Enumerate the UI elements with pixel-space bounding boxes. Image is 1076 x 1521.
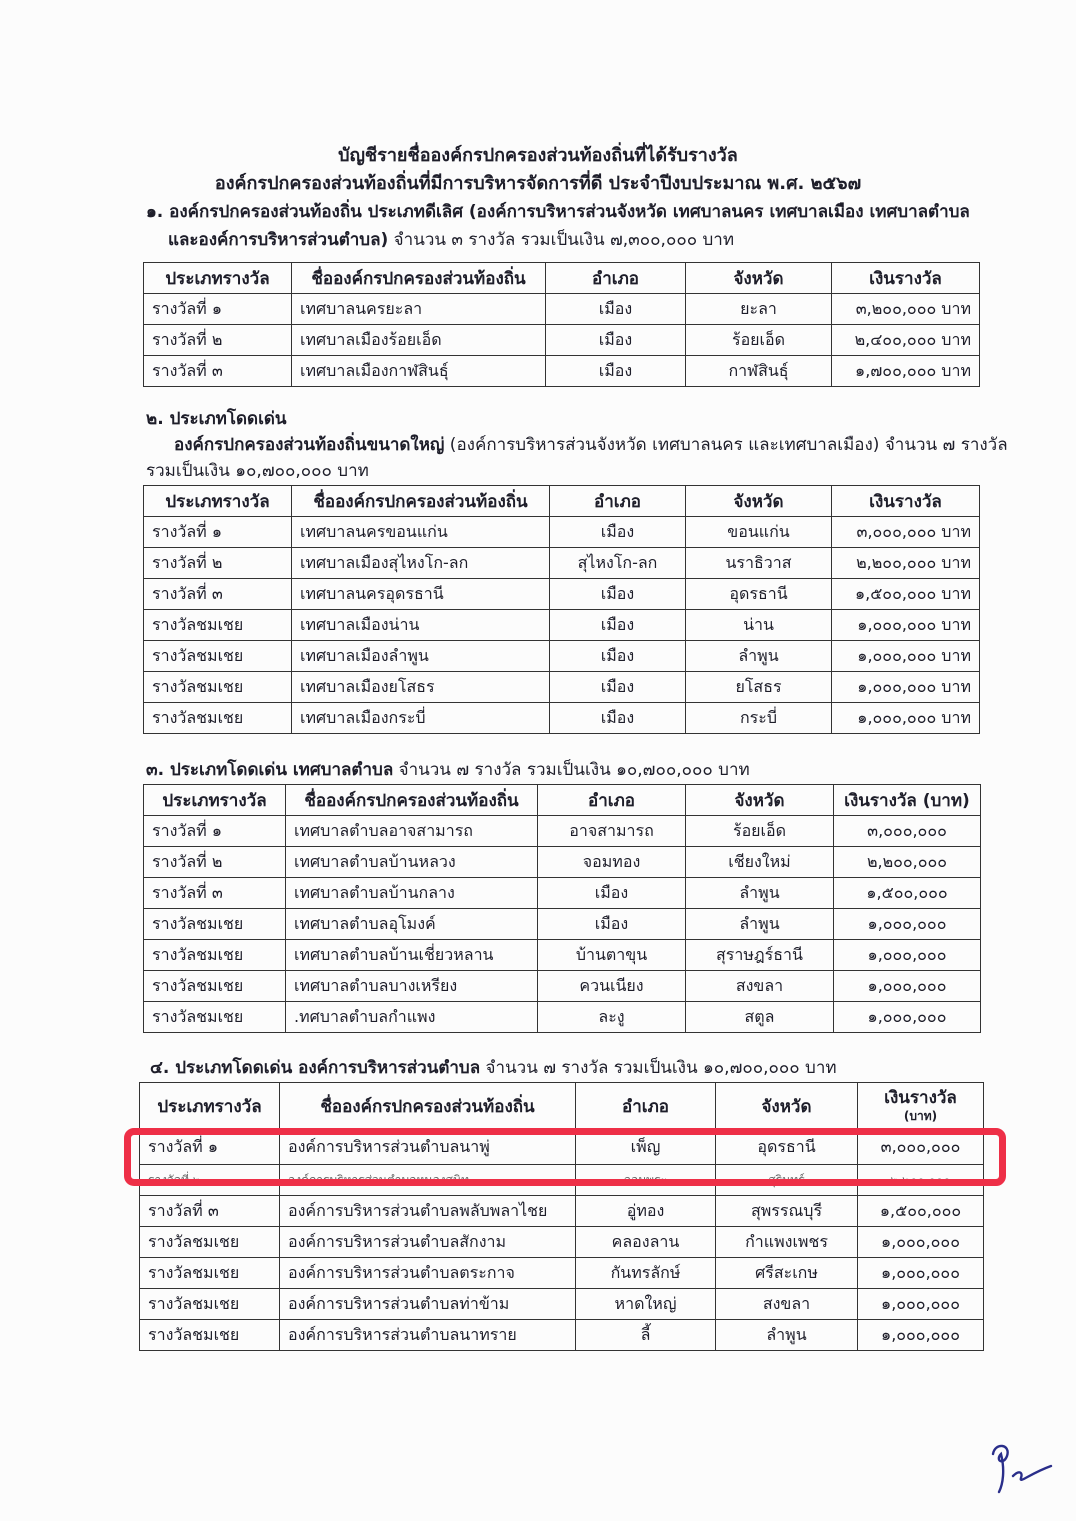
cell-award: รางวัลชมเชย bbox=[144, 909, 286, 940]
cell-award: รางวัลชมเชย bbox=[144, 610, 292, 641]
table-row bbox=[144, 971, 981, 1002]
cell-award: รางวัลชมเชย bbox=[144, 1002, 286, 1033]
cell-award: รางวัลชมเชย bbox=[144, 703, 292, 734]
section1-table bbox=[143, 262, 980, 387]
col-prize: เงินรางวัล bbox=[832, 486, 980, 517]
handwritten-signature bbox=[985, 1440, 1055, 1500]
cell-district: กันทรลักษ์ bbox=[576, 1258, 716, 1289]
cell-prize: ๑,๐๐๐,๐๐๐ bbox=[834, 909, 981, 940]
cell-province: ร้อยเอ็ด bbox=[686, 325, 832, 356]
cell-org: องค์การบริหารส่วนตำบลนาพู่ bbox=[280, 1130, 576, 1165]
cell-award: รางวัลชมเชย bbox=[144, 641, 292, 672]
cell-province: นราธิวาส bbox=[686, 548, 832, 579]
cell-district: คลองลาน bbox=[576, 1227, 716, 1258]
cell-prize: ๑,๐๐๐,๐๐๐ bbox=[858, 1227, 984, 1258]
section2-total: รวมเป็นเงิน ๑๐,๗๐๐,๐๐๐ บาท bbox=[146, 461, 369, 481]
col-award-type: ประเภทรางวัล bbox=[144, 486, 292, 517]
cell-org: เทศบาลเมืองลำพูน bbox=[292, 641, 550, 672]
cell-prize: ๒,๔๐๐,๐๐๐ บาท bbox=[832, 325, 980, 356]
cell-province: ลำพูน bbox=[686, 641, 832, 672]
cell-org: เทศบาลตำบลบางเหรียง bbox=[286, 971, 538, 1002]
table-row bbox=[140, 1258, 984, 1289]
table-row bbox=[144, 579, 980, 610]
section4-heading bbox=[150, 1056, 837, 1080]
cell-org: .ทศบาลตำบลกำแพง bbox=[286, 1002, 538, 1033]
cell-prize: ๑,๐๐๐,๐๐๐ bbox=[834, 940, 981, 971]
table-header-row bbox=[140, 1083, 984, 1130]
cell-award: รางวัลชมเชย bbox=[140, 1227, 280, 1258]
cell-award: รางวัลชมเชย bbox=[144, 672, 292, 703]
cell-org: เทศบาลเมืองสุไหงโก-ลก bbox=[292, 548, 550, 579]
cell-prize: ๒,๒๐๐,๐๐๐ bbox=[858, 1165, 984, 1196]
col-award-type: ประเภทรางวัล bbox=[144, 263, 292, 294]
cell-org: เทศบาลนครยะลา bbox=[292, 294, 546, 325]
cell-district: อาจสามารถ bbox=[538, 816, 686, 847]
col-district: อำเภอ bbox=[546, 263, 686, 294]
table-row bbox=[144, 1002, 981, 1033]
cell-prize: ๑,๕๐๐,๐๐๐ bbox=[858, 1196, 984, 1227]
section2-heading bbox=[146, 407, 287, 431]
cell-province: กำแพงเพชร bbox=[716, 1227, 858, 1258]
cell-province: อุดรธานี bbox=[686, 579, 832, 610]
cell-prize: ๓,๐๐๐,๐๐๐ bbox=[834, 816, 981, 847]
cell-award: รางวัลที่ ๒ bbox=[140, 1165, 280, 1196]
col-prize-unit: (บาท) bbox=[903, 1108, 938, 1123]
cell-district: เมือง bbox=[546, 294, 686, 325]
cell-district: เมือง bbox=[550, 641, 686, 672]
table-row bbox=[144, 878, 981, 909]
cell-prize: ๑,๕๐๐,๐๐๐ bbox=[834, 878, 981, 909]
section4-heading-rest: จำนวน ๗ รางวัล รวมเป็นเงิน ๑๐,๗๐๐,๐๐๐ บาท bbox=[480, 1058, 837, 1078]
cell-prize: ๑,๐๐๐,๐๐๐ bbox=[858, 1258, 984, 1289]
col-province: จังหวัด bbox=[716, 1083, 858, 1130]
cell-award: รางวัลที่ ๒ bbox=[144, 548, 292, 579]
cell-province: ร้อยเอ็ด bbox=[686, 816, 834, 847]
col-district: อำเภอ bbox=[550, 486, 686, 517]
cell-province: ขอนแก่น bbox=[686, 517, 832, 548]
cell-award: รางวัลที่ ๓ bbox=[144, 579, 292, 610]
section1-subheading bbox=[168, 228, 734, 252]
cell-prize: ๑,๐๐๐,๐๐๐ บาท bbox=[832, 672, 980, 703]
cell-district: เมือง bbox=[550, 579, 686, 610]
table-row bbox=[144, 610, 980, 641]
cell-province: สงขลา bbox=[716, 1289, 858, 1320]
cell-award: รางวัลที่ ๑ bbox=[144, 294, 292, 325]
cell-prize: ๑,๐๐๐,๐๐๐ บาท bbox=[832, 703, 980, 734]
table-row bbox=[144, 325, 980, 356]
cell-district: จอมพระ bbox=[576, 1165, 716, 1196]
highlight-box bbox=[124, 1128, 1006, 1186]
table-row bbox=[144, 940, 981, 971]
cell-org: เทศบาลเมืองยโสธร bbox=[292, 672, 550, 703]
cell-prize: ๑,๐๐๐,๐๐๐ bbox=[834, 971, 981, 1002]
col-org-name: ชื่อองค์กรปกครองส่วนท้องถิ่น bbox=[292, 486, 550, 517]
cell-district: สุไหงโก-ลก bbox=[550, 548, 686, 579]
cell-district: เมือง bbox=[550, 672, 686, 703]
cell-award: รางวัลชมเชย bbox=[144, 940, 286, 971]
section3-heading bbox=[146, 758, 750, 782]
cell-province: เชียงใหม่ bbox=[686, 847, 834, 878]
col-province: จังหวัด bbox=[686, 486, 832, 517]
cell-district: เมือง bbox=[550, 703, 686, 734]
cell-org: เทศบาลตำบลบ้านเชี่ยวหลาน bbox=[286, 940, 538, 971]
section3-table bbox=[143, 784, 981, 1033]
cell-province: สตูล bbox=[686, 1002, 834, 1033]
col-prize: เงินรางวัล (บาท) bbox=[834, 785, 981, 816]
cell-org: องค์การบริหารส่วนตำบลสักงาม bbox=[280, 1227, 576, 1258]
cell-province: ลำพูน bbox=[686, 909, 834, 940]
cell-district: เพ็ญ bbox=[576, 1130, 716, 1165]
col-org-name: ชื่อองค์กรปกครองส่วนท้องถิ่น bbox=[286, 785, 538, 816]
cell-province: ยะลา bbox=[686, 294, 832, 325]
cell-org: เทศบาลเมืองกาฬสินธุ์ bbox=[292, 356, 546, 387]
cell-province: น่าน bbox=[686, 610, 832, 641]
col-district: อำเภอ bbox=[538, 785, 686, 816]
cell-province: ยโสธร bbox=[686, 672, 832, 703]
col-org-name: ชื่อองค์กรปกครองส่วนท้องถิ่น bbox=[280, 1083, 576, 1130]
section4-heading-bold: ๔. ประเภทโดดเด่น องค์การบริหารส่วนตำบล bbox=[150, 1058, 481, 1078]
cell-award: รางวัลที่ ๒ bbox=[144, 325, 292, 356]
cell-prize: ๑,๕๐๐,๐๐๐ บาท bbox=[832, 579, 980, 610]
table-row bbox=[144, 548, 980, 579]
cell-org: เทศบาลเมืองกระบี่ bbox=[292, 703, 550, 734]
cell-province: ลำพูน bbox=[716, 1320, 858, 1351]
cell-district: เมือง bbox=[538, 909, 686, 940]
section2-heading-text: ๒. ประเภทโดดเด่น bbox=[146, 409, 287, 429]
section1-subheading-rest: จำนวน ๓ รางวัล รวมเป็นเงิน ๗,๓๐๐,๐๐๐ บาท bbox=[388, 230, 735, 250]
cell-district: อู่ทอง bbox=[576, 1196, 716, 1227]
table-header-row bbox=[144, 263, 980, 294]
cell-award: รางวัลที่ ๓ bbox=[144, 356, 292, 387]
cell-district: จอมทอง bbox=[538, 847, 686, 878]
cell-prize: ๑,๐๐๐,๐๐๐ บาท bbox=[832, 610, 980, 641]
col-org-name: ชื่อองค์กรปกครองส่วนท้องถิ่น bbox=[292, 263, 546, 294]
cell-org: เทศบาลเมืองน่าน bbox=[292, 610, 550, 641]
cell-prize: ๑,๐๐๐,๐๐๐ bbox=[858, 1320, 984, 1351]
table-row bbox=[144, 356, 980, 387]
cell-province: กระบี่ bbox=[686, 703, 832, 734]
cell-org: เทศบาลตำบลบ้านหลวง bbox=[286, 847, 538, 878]
col-award-type: ประเภทรางวัล bbox=[144, 785, 286, 816]
cell-province: อุดรธานี bbox=[716, 1130, 858, 1165]
cell-district: ละงู bbox=[538, 1002, 686, 1033]
section1-subheading-bold: และองค์การบริหารส่วนตำบล) bbox=[168, 230, 389, 250]
table-row bbox=[144, 641, 980, 672]
table-header-row bbox=[144, 486, 980, 517]
cell-award: รางวัลที่ ๓ bbox=[140, 1196, 280, 1227]
document-subtitle: องค์กรปกครองส่วนท้องถิ่นที่มีการบริหารจัดการที่ดี ประจำปีงบประมาณ พ.ศ. ๒๕๖๗ bbox=[214, 173, 862, 194]
cell-org: องค์การบริหารส่วนตำบลตระกาจ bbox=[280, 1258, 576, 1289]
cell-province: สุราษฎร์ธานี bbox=[686, 940, 834, 971]
cell-prize: ๒,๒๐๐,๐๐๐ bbox=[834, 847, 981, 878]
cell-org: องค์การบริหารส่วนตำบลนาทราย bbox=[280, 1320, 576, 1351]
cell-district: หาดใหญ่ bbox=[576, 1289, 716, 1320]
cell-prize: ๓,๐๐๐,๐๐๐ บาท bbox=[832, 517, 980, 548]
document-title: บัญชีรายชื่อองค์กรปกครองส่วนท้องถิ่นที่ได้รับรางวัล bbox=[338, 145, 738, 166]
cell-prize: ๑,๐๐๐,๐๐๐ บาท bbox=[832, 641, 980, 672]
cell-org: องค์การบริหารส่วนตำบลท่าข้าม bbox=[280, 1289, 576, 1320]
cell-org: เทศบาลนครอุดรธานี bbox=[292, 579, 550, 610]
col-province: จังหวัด bbox=[686, 785, 834, 816]
cell-award: รางวัลชมเชย bbox=[140, 1258, 280, 1289]
cell-award: รางวัลชมเชย bbox=[144, 971, 286, 1002]
table-row bbox=[140, 1289, 984, 1320]
table-row bbox=[144, 909, 981, 940]
section2-subheading-bold: องค์กรปกครองส่วนท้องถิ่นขนาดใหญ่ bbox=[174, 435, 445, 455]
cell-org: เทศบาลตำบลบ้านกลาง bbox=[286, 878, 538, 909]
cell-prize: ๑,๐๐๐,๐๐๐ bbox=[834, 1002, 981, 1033]
cell-org: เทศบาลตำบลอุโมงค์ bbox=[286, 909, 538, 940]
table-row bbox=[144, 703, 980, 734]
section1-heading bbox=[146, 200, 970, 224]
col-prize-label: เงินรางวัล bbox=[884, 1087, 957, 1108]
section4-table bbox=[139, 1082, 984, 1351]
cell-org: เทศบาลตำบลอาจสามารถ bbox=[286, 816, 538, 847]
cell-district: เมือง bbox=[550, 517, 686, 548]
cell-award: รางวัลที่ ๒ bbox=[144, 847, 286, 878]
cell-province: กาฬสินธุ์ bbox=[686, 356, 832, 387]
cell-org: องค์การบริหารส่วนตำบลพลับพลาไชย bbox=[280, 1196, 576, 1227]
cell-prize: ๓,๐๐๐,๐๐๐ bbox=[858, 1130, 984, 1165]
cell-province: สุพรรณบุรี bbox=[716, 1196, 858, 1227]
cell-district: เมือง bbox=[546, 356, 686, 387]
section2-subheading-rest: (องค์การบริหารส่วนจังหวัด เทศบาลนคร และเทศบาลเมือง) จำนวน ๗ รางวัล bbox=[444, 435, 1008, 455]
section3-heading-bold: ๓. ประเภทโดดเด่น เทศบาลตำบล bbox=[146, 760, 394, 780]
cell-province: ลำพูน bbox=[686, 878, 834, 909]
cell-award: รางวัลที่ ๑ bbox=[144, 517, 292, 548]
section1-heading-bold: ๑. องค์กรปกครองส่วนท้องถิ่น ประเภทดีเลิศ (องค์การบริหารส่วนจังหวัด เทศบาลนคร เทศบาลเมือง เทศบาลตำบล bbox=[146, 202, 970, 222]
cell-org: เทศบาลเมืองร้อยเอ็ด bbox=[292, 325, 546, 356]
col-district: อำเภอ bbox=[576, 1083, 716, 1130]
cell-province: สงขลา bbox=[686, 971, 834, 1002]
table-row bbox=[144, 816, 981, 847]
table-row bbox=[144, 517, 980, 548]
cell-district: เมือง bbox=[538, 878, 686, 909]
table-row bbox=[144, 672, 980, 703]
table-header-row bbox=[144, 785, 981, 816]
cell-prize: ๑,๗๐๐,๐๐๐ บาท bbox=[832, 356, 980, 387]
section2-table bbox=[143, 485, 980, 734]
cell-prize: ๓,๒๐๐,๐๐๐ บาท bbox=[832, 294, 980, 325]
cell-award: รางวัลที่ ๓ bbox=[144, 878, 286, 909]
cell-org: เทศบาลนครขอนแก่น bbox=[292, 517, 550, 548]
cell-province: สุรินทร์ bbox=[716, 1165, 858, 1196]
cell-district: ลี้ bbox=[576, 1320, 716, 1351]
section3-heading-rest: จำนวน ๗ รางวัล รวมเป็นเงิน ๑๐,๗๐๐,๐๐๐ บาท bbox=[393, 760, 750, 780]
col-province: จังหวัด bbox=[686, 263, 832, 294]
cell-district: เมือง bbox=[546, 325, 686, 356]
cell-award: รางวัลที่ ๑ bbox=[140, 1130, 280, 1165]
col-prize bbox=[858, 1083, 984, 1130]
cell-award: รางวัลชมเชย bbox=[140, 1320, 280, 1351]
table-row bbox=[144, 294, 980, 325]
table-row bbox=[140, 1227, 984, 1258]
cell-district: ควนเนียง bbox=[538, 971, 686, 1002]
table-row bbox=[140, 1320, 984, 1351]
cell-prize: ๑,๐๐๐,๐๐๐ bbox=[858, 1289, 984, 1320]
cell-award: รางวัลที่ ๑ bbox=[144, 816, 286, 847]
cell-prize: ๒,๒๐๐,๐๐๐ บาท bbox=[832, 548, 980, 579]
table-row bbox=[140, 1196, 984, 1227]
cell-province: ศรีสะเกษ bbox=[716, 1258, 858, 1289]
cell-award: รางวัลชมเชย bbox=[140, 1289, 280, 1320]
cell-district: บ้านตาขุน bbox=[538, 940, 686, 971]
cell-district: เมือง bbox=[550, 610, 686, 641]
table-row bbox=[144, 847, 981, 878]
col-prize: เงินรางวัล bbox=[832, 263, 980, 294]
section2-subheading bbox=[174, 433, 1008, 457]
cell-org: องค์การบริหารส่วนตำบลหนองสนิท bbox=[280, 1165, 576, 1196]
col-award-type: ประเภทรางวัล bbox=[140, 1083, 280, 1130]
